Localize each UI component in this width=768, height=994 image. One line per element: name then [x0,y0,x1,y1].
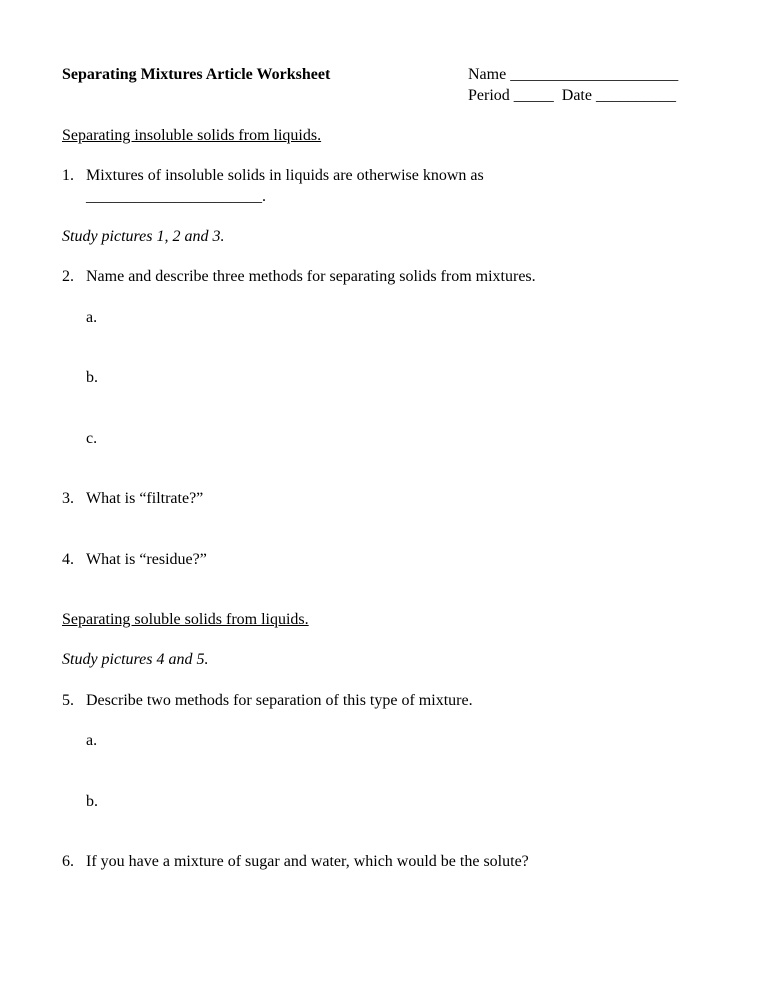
question-1-blank: ______________________. [86,188,266,205]
question-2-number: 2. [62,268,74,285]
section-heading-soluble: Separating soluble solids from liquids. [62,611,309,628]
question-3-number: 3. [62,490,74,507]
question-2-option-b: b. [86,369,98,386]
question-5-number: 5. [62,692,74,709]
question-5-text: Describe two methods for separation of this type of mixture. [86,692,473,709]
question-5-option-a: a. [86,732,98,749]
worksheet-title: Separating Mixtures Article Worksheet [62,66,331,83]
period-date-line: Period _____ Date __________ [468,87,676,104]
question-2-text: Name and describe three methods for separating solids from mixtures. [86,268,536,285]
question-1-number: 1. [62,167,74,184]
question-4-text: What is “residue?” [86,551,207,568]
question-2-option-c: c. [86,430,98,447]
section-heading-insoluble: Separating insoluble solids from liquids. [62,127,322,144]
question-1-text: Mixtures of insoluble solids in liquids are otherwise known as [86,167,484,184]
question-6-number: 6. [62,853,74,870]
name-field-line: Name _____________________ [468,66,679,83]
study-note-1: Study pictures 1, 2 and 3. [62,228,225,245]
study-note-2: Study pictures 4 and 5. [62,651,209,668]
question-4-number: 4. [62,551,74,568]
question-3-text: What is “filtrate?” [86,490,204,507]
question-2-option-a: a. [86,309,98,326]
question-5-option-b: b. [86,793,98,810]
question-6-text: If you have a mixture of sugar and water, which would be the solute? [86,853,529,870]
